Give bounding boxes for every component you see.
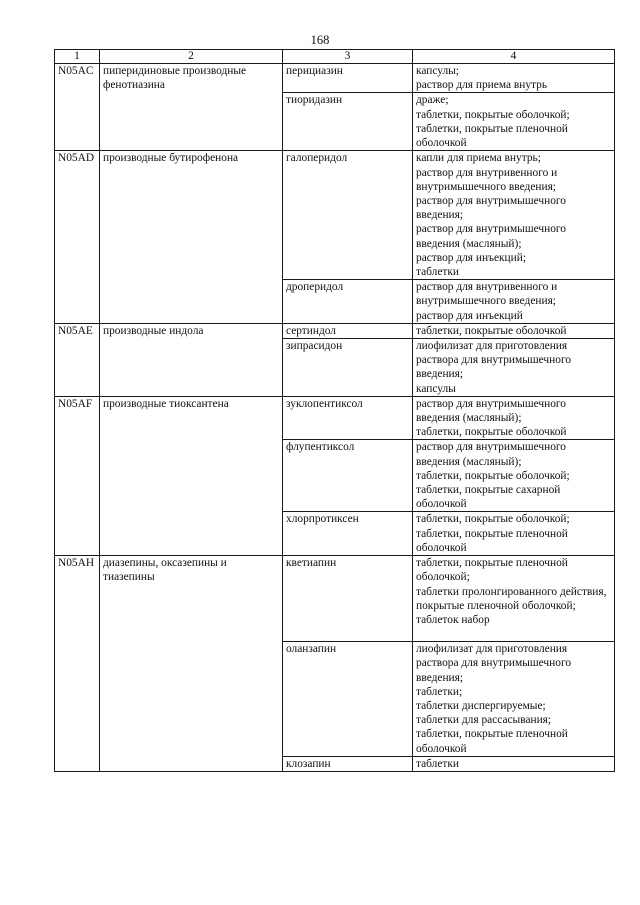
column-header-4: 4 [413,50,615,64]
dosage-form: раствор для внутримышечного введения (масляный); [416,397,566,425]
dosage-form: раствор для внутримышечного введения; [416,195,566,222]
column-header-2: 2 [100,50,283,64]
dosage-form: таблетки, покрытые пленочной оболочкой [416,527,568,554]
dosage-form: таблетки диспергируемые; [416,699,546,712]
dosage-forms [413,642,615,757]
dosage-form: раствор для приема внутрь [416,79,548,92]
drug-name: перициазин [283,64,413,93]
dosage-forms [413,756,615,771]
dosage-form: таблетки, покрытые оболочкой; [416,108,570,121]
dosage-form: лиофилизат для приготовления раствора для внутримышечного введения; [416,643,572,684]
dosage-forms [413,556,615,642]
dosage-form: таблетки, покрытые оболочкой [416,324,567,337]
drug-name: сертиндол [283,323,413,338]
dosage-forms [413,64,615,93]
dosage-form: раствор для внутримышечного введения (масляный); [416,441,566,468]
table-row [55,64,615,93]
table-row [55,323,615,338]
drug-name: кветиапин [283,556,413,642]
dosage-form: таблетки для рассасывания; [416,714,552,727]
dosage-forms [413,396,615,440]
dosage-form: таблетки [416,266,460,279]
dosage-forms [413,440,615,512]
dosage-forms [413,323,615,338]
atc-code: N05AD [55,151,100,323]
dosage-forms [413,512,615,556]
dosage-form: таблетки, покрытые пленочной оболочкой [416,728,568,755]
dosage-form: таблетки; [416,685,463,698]
dosage-forms [413,339,615,397]
dosage-form: капсулы [416,382,456,395]
drug-name: дроперидол [283,280,413,324]
dosage-form: раствор для внутривенного и внутримышечного введения; [416,281,558,308]
header-row [55,50,615,64]
dosage-form: лиофилизат для приготовления раствора для внутримышечного введения; [416,340,572,381]
group-name: пиперидиновые производные фенотиазина [100,64,283,151]
group-name: диазепины, оксазепины и тиазепины [100,556,283,772]
dosage-form: капсулы; [416,65,459,77]
dosage-form: таблетки, покрытые оболочкой; [416,469,570,482]
dosage-form: раствор для внутривенного и внутримышечного введения; [416,166,558,193]
group-name: производные бутирофенона [100,151,283,323]
atc-code: N05AF [55,396,100,555]
column-header-3: 3 [283,50,413,64]
dosage-form: раствор для инъекций; [416,251,527,264]
drug-name: хлорпротиксен [283,512,413,556]
dosage-form: раствор для внутримышечного введения (масляный); [416,223,566,250]
dosage-form: таблетки, покрытые сахарной оболочкой [416,484,561,511]
drug-name: оланзапин [283,642,413,757]
page-number: 168 [310,33,330,47]
drug-classification-table [54,49,615,772]
dosage-form: таблеток набор [416,613,490,626]
drug-name: зипрасидон [283,339,413,397]
table-row [55,556,615,642]
dosage-form: таблетки, покрытые пленочной оболочкой [416,122,568,150]
dosage-form: таблетки, покрытые оболочкой; [416,513,570,526]
dosage-forms [413,93,615,151]
dosage-form: драже; [416,94,449,107]
atc-code: N05AE [55,323,100,396]
drug-name: зуклопентиксол [283,396,413,440]
drug-name: флупентиксол [283,440,413,512]
group-name: производные тиоксантена [100,396,283,555]
dosage-form: капли для приема внутрь; [416,152,541,165]
table-row [55,396,615,440]
group-name: производные индола [100,323,283,396]
dosage-form: раствор для инъекций [416,309,523,322]
drug-name: галоперидол [283,151,413,280]
dosage-form: таблетки [416,757,460,770]
dosage-form: таблетки пролонгированного действия, покрытые пленочной оболочкой; [416,585,607,612]
atc-code: N05AC [55,64,100,151]
dosage-forms [413,151,615,280]
column-header-1: 1 [55,50,100,64]
dosage-form: таблетки, покрытые оболочкой [416,426,567,439]
drug-name: тиоридазин [283,93,413,151]
drug-name: клозапин [283,756,413,771]
table-row [55,151,615,280]
dosage-forms [413,280,615,324]
dosage-form: таблетки, покрытые пленочной оболочкой; [416,557,568,584]
atc-code: N05AH [55,556,100,772]
